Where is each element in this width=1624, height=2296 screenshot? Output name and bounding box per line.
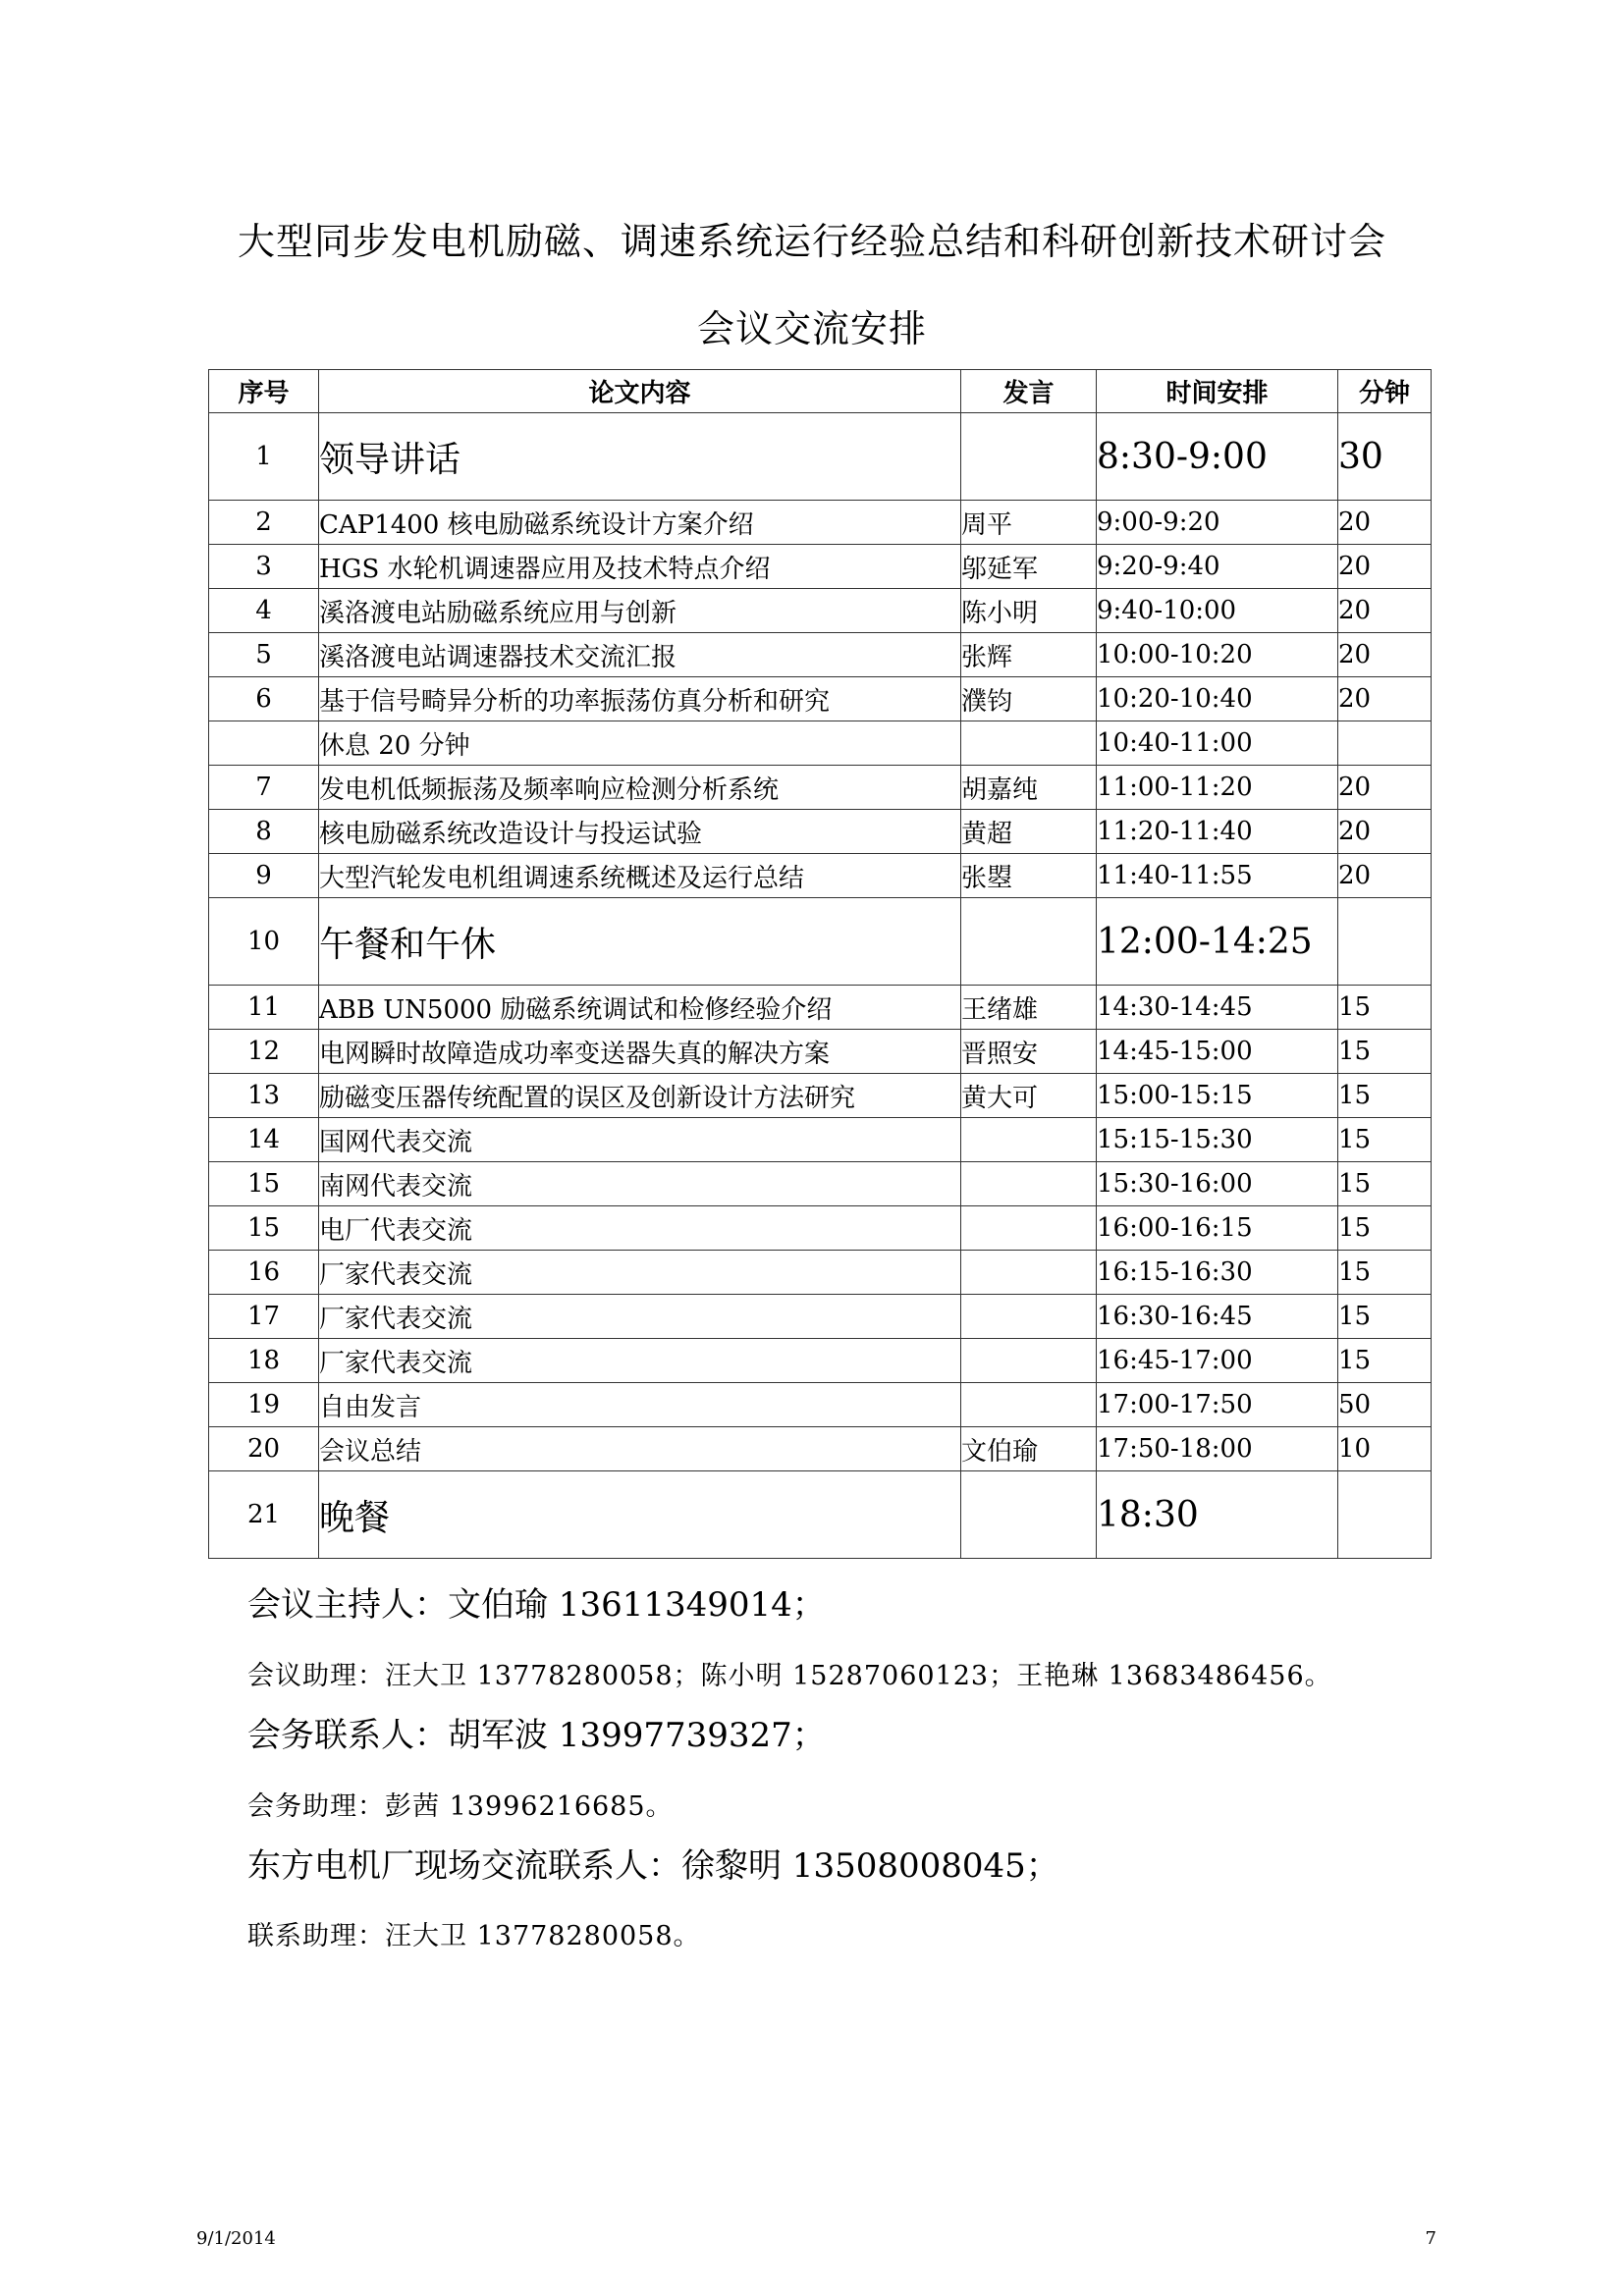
row-time: 11:20-11:40 (1097, 810, 1338, 854)
row-time: 17:50-18:00 (1097, 1427, 1338, 1471)
row-speaker (961, 1162, 1097, 1206)
row-number: 11 (209, 986, 319, 1030)
row-time: 15:30-16:00 (1097, 1162, 1338, 1206)
row-speaker: 黄大可 (961, 1074, 1097, 1118)
row-number: 6 (209, 677, 319, 721)
row-number: 21 (209, 1471, 319, 1559)
onsite-contact: 东方电机厂现场交流联系人：徐黎明 13508008045； (247, 1846, 1059, 1886)
row-speaker: 文伯瑜 (961, 1427, 1097, 1471)
row-minutes: 15 (1338, 1339, 1432, 1383)
row-content: 厂家代表交流 (319, 1295, 961, 1339)
row-speaker (961, 1383, 1097, 1427)
row-content: 核电励磁系统改造设计与投运试验 (319, 810, 961, 854)
row-speaker (961, 1339, 1097, 1383)
table-row (209, 1383, 1432, 1427)
row-minutes: 20 (1338, 501, 1432, 545)
row-content: 国网代表交流 (319, 1118, 961, 1162)
row-number: 15 (209, 1162, 319, 1206)
row-minutes: 15 (1338, 1074, 1432, 1118)
row-speaker (961, 898, 1097, 986)
footer-date: 9/1/2014 (196, 2228, 276, 2249)
row-speaker (961, 1118, 1097, 1162)
row-content: 厂家代表交流 (319, 1339, 961, 1383)
row-speaker: 胡嘉纯 (961, 766, 1097, 810)
row-number: 20 (209, 1427, 319, 1471)
row-minutes: 15 (1338, 1030, 1432, 1074)
row-minutes: 20 (1338, 766, 1432, 810)
row-number: 9 (209, 854, 319, 898)
row-time: 9:40-10:00 (1097, 589, 1338, 633)
row-time: 16:00-16:15 (1097, 1206, 1338, 1251)
row-number: 2 (209, 501, 319, 545)
schedule-table (208, 369, 1432, 1559)
row-number: 8 (209, 810, 319, 854)
row-number: 16 (209, 1251, 319, 1295)
table-row (209, 986, 1432, 1030)
row-content: 大型汽轮发电机组调速系统概述及运行总结 (319, 854, 961, 898)
onsite-assistant: 联系助理：汪大卫 13778280058。 (247, 1921, 701, 1951)
row-minutes: 15 (1338, 1118, 1432, 1162)
row-time: 11:00-11:20 (1097, 766, 1338, 810)
row-time: 15:15-15:30 (1097, 1118, 1338, 1162)
row-minutes: 20 (1338, 677, 1432, 721)
row-content: 溪洛渡电站调速器技术交流汇报 (319, 633, 961, 677)
row-number: 19 (209, 1383, 319, 1427)
row-content: 南网代表交流 (319, 1162, 961, 1206)
table-header-row (209, 370, 1432, 413)
row-time: 10:40-11:00 (1097, 721, 1338, 766)
row-time: 10:00-10:20 (1097, 633, 1338, 677)
row-time: 14:45-15:00 (1097, 1030, 1338, 1074)
row-minutes: 15 (1338, 1162, 1432, 1206)
row-minutes: 20 (1338, 545, 1432, 589)
document-subtitle: 会议交流安排 (696, 307, 927, 350)
row-minutes (1338, 1471, 1432, 1559)
row-content: 会议总结 (319, 1427, 961, 1471)
footer-page-number: 7 (1425, 2228, 1436, 2249)
row-time: 14:30-14:45 (1097, 986, 1338, 1030)
row-number: 13 (209, 1074, 319, 1118)
row-minutes: 15 (1338, 1251, 1432, 1295)
row-content: 晚餐 (319, 1471, 961, 1559)
row-content: 午餐和午休 (319, 898, 961, 986)
header-time: 时间安排 (1097, 370, 1338, 413)
table-row (209, 1074, 1432, 1118)
row-speaker (961, 1295, 1097, 1339)
row-minutes (1338, 898, 1432, 986)
row-minutes: 20 (1338, 810, 1432, 854)
table-row (209, 1427, 1432, 1471)
table-row (209, 1118, 1432, 1162)
row-speaker: 周平 (961, 501, 1097, 545)
row-speaker (961, 1471, 1097, 1559)
header-speaker: 发言 (961, 370, 1097, 413)
row-content: 励磁变压器传统配置的误区及创新设计方法研究 (319, 1074, 961, 1118)
document-title: 大型同步发电机励磁、调速系统运行经验总结和科研创新技术研讨会 (237, 220, 1386, 263)
row-speaker: 濮钧 (961, 677, 1097, 721)
row-number: 15 (209, 1206, 319, 1251)
row-number (209, 721, 319, 766)
table-row (209, 1295, 1432, 1339)
host-assistants: 会议助理：汪大卫 13778280058；陈小明 15287060123；王艳琳 13683486456。 (247, 1661, 1332, 1691)
table-row (209, 766, 1432, 810)
row-content: 自由发言 (319, 1383, 961, 1427)
row-time: 11:40-11:55 (1097, 854, 1338, 898)
table-row (209, 854, 1432, 898)
row-minutes: 15 (1338, 1295, 1432, 1339)
row-number: 7 (209, 766, 319, 810)
row-speaker: 王绪雄 (961, 986, 1097, 1030)
row-time: 15:00-15:15 (1097, 1074, 1338, 1118)
table-row (209, 1030, 1432, 1074)
row-content: 电网瞬时故障造成功率变送器失真的解决方案 (319, 1030, 961, 1074)
table-row (209, 633, 1432, 677)
row-number: 12 (209, 1030, 319, 1074)
affairs-assistant: 会务助理：彭茜 13996216685。 (247, 1791, 674, 1822)
table-row (209, 898, 1432, 986)
row-number: 3 (209, 545, 319, 589)
row-number: 1 (209, 413, 319, 501)
row-content: 休息 20 分钟 (319, 721, 961, 766)
row-minutes: 15 (1338, 986, 1432, 1030)
row-minutes: 15 (1338, 1206, 1432, 1251)
row-minutes: 50 (1338, 1383, 1432, 1427)
table-row (209, 721, 1432, 766)
row-time: 9:20-9:40 (1097, 545, 1338, 589)
row-number: 14 (209, 1118, 319, 1162)
row-time: 16:15-16:30 (1097, 1251, 1338, 1295)
row-time: 8:30-9:00 (1097, 413, 1338, 501)
table-row (209, 1162, 1432, 1206)
row-speaker (961, 721, 1097, 766)
row-speaker: 张曌 (961, 854, 1097, 898)
table-row (209, 1339, 1432, 1383)
row-minutes: 20 (1338, 589, 1432, 633)
row-number: 10 (209, 898, 319, 986)
row-content: 领导讲话 (319, 413, 961, 501)
row-number: 5 (209, 633, 319, 677)
row-minutes (1338, 721, 1432, 766)
header-content: 论文内容 (319, 370, 961, 413)
table-row (209, 501, 1432, 545)
row-speaker: 陈小明 (961, 589, 1097, 633)
host-contact: 会议主持人：文伯瑜 13611349014； (247, 1585, 826, 1625)
row-minutes: 20 (1338, 854, 1432, 898)
row-minutes: 10 (1338, 1427, 1432, 1471)
row-speaker: 邬延军 (961, 545, 1097, 589)
row-time: 16:30-16:45 (1097, 1295, 1338, 1339)
row-minutes: 30 (1338, 413, 1432, 501)
row-time: 17:00-17:50 (1097, 1383, 1338, 1427)
table-row (209, 1251, 1432, 1295)
table-row (209, 1471, 1432, 1559)
row-time: 12:00-14:25 (1097, 898, 1338, 986)
table-row (209, 413, 1432, 501)
row-content: 基于信号畸异分析的功率振荡仿真分析和研究 (319, 677, 961, 721)
row-time: 16:45-17:00 (1097, 1339, 1338, 1383)
row-number: 4 (209, 589, 319, 633)
header-minutes: 分钟 (1338, 370, 1432, 413)
table-row (209, 545, 1432, 589)
row-number: 17 (209, 1295, 319, 1339)
row-speaker (961, 1251, 1097, 1295)
row-speaker: 张辉 (961, 633, 1097, 677)
row-time: 10:20-10:40 (1097, 677, 1338, 721)
row-content: HGS 水轮机调速器应用及技术特点介绍 (319, 545, 961, 589)
row-content: CAP1400 核电励磁系统设计方案介绍 (319, 501, 961, 545)
row-speaker: 黄超 (961, 810, 1097, 854)
table-row (209, 589, 1432, 633)
row-time: 9:00-9:20 (1097, 501, 1338, 545)
row-speaker: 晋照安 (961, 1030, 1097, 1074)
row-speaker (961, 413, 1097, 501)
row-content: 溪洛渡电站励磁系统应用与创新 (319, 589, 961, 633)
row-content: ABB UN5000 励磁系统调试和检修经验介绍 (319, 986, 961, 1030)
row-content: 电厂代表交流 (319, 1206, 961, 1251)
header-no: 序号 (209, 370, 319, 413)
table-row (209, 810, 1432, 854)
row-minutes: 20 (1338, 633, 1432, 677)
affairs-contact: 会务联系人：胡军波 13997739327； (247, 1716, 826, 1755)
row-content: 发电机低频振荡及频率响应检测分析系统 (319, 766, 961, 810)
table-row (209, 1206, 1432, 1251)
row-number: 18 (209, 1339, 319, 1383)
row-time: 18:30 (1097, 1471, 1338, 1559)
table-row (209, 677, 1432, 721)
row-content: 厂家代表交流 (319, 1251, 961, 1295)
row-speaker (961, 1206, 1097, 1251)
